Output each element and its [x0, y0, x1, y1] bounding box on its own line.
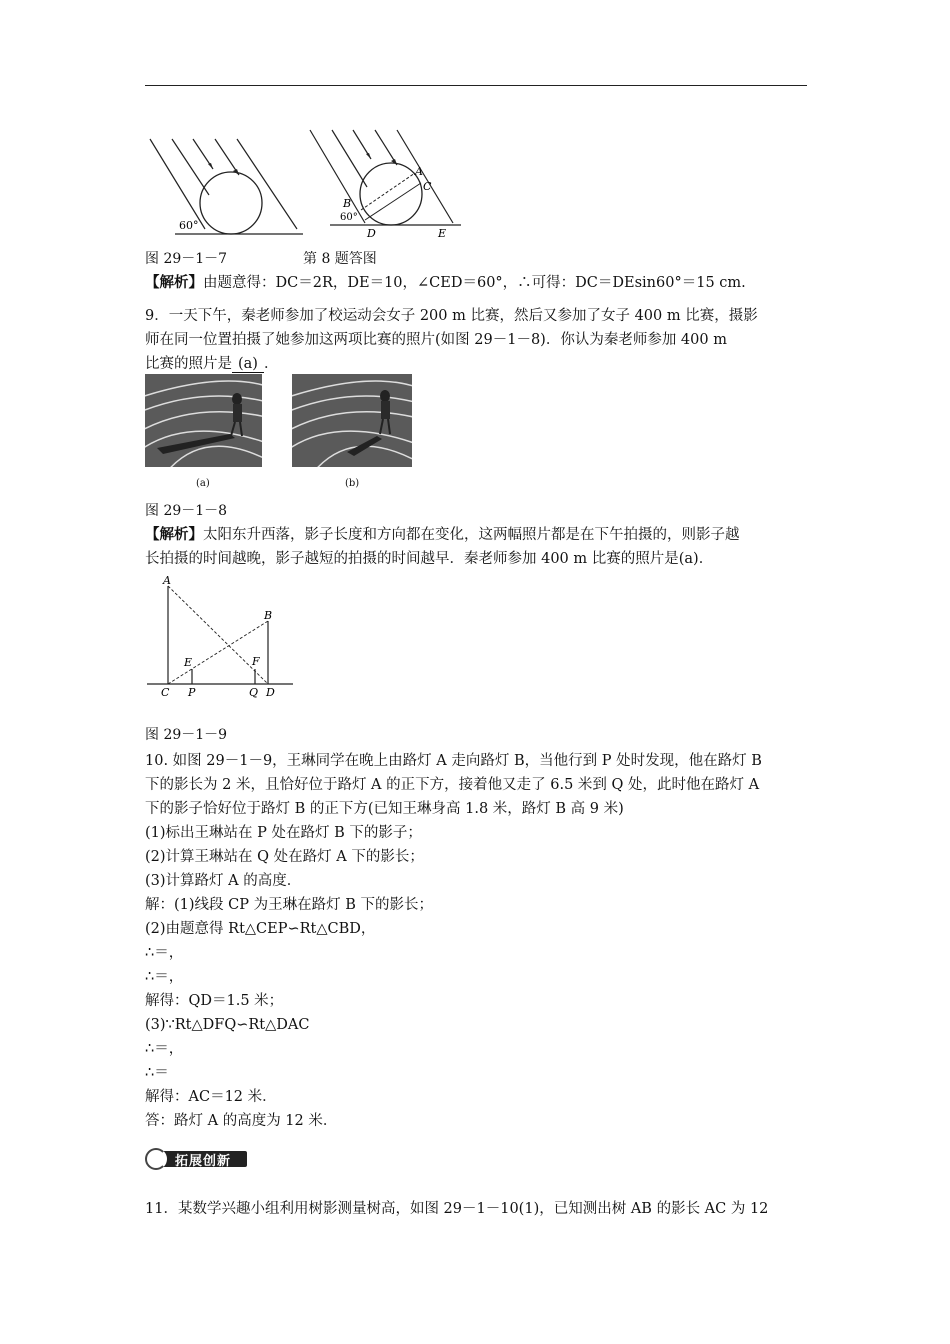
- svg-text:E: E: [438, 227, 447, 240]
- q10-sol9: 解得：AC＝12 米．: [145, 1089, 277, 1105]
- svg-text:B: B: [343, 197, 352, 210]
- q10-sol1: 解：(1)线段 CP 为王琳在路灯 B 下的影长；: [145, 897, 433, 913]
- q10-sub1: (1)标出王琳站在 P 处在路灯 B 下的影子；: [145, 825, 422, 841]
- photo-a-label: (a): [196, 478, 210, 489]
- q10-sol10: 答：路灯 A 的高度为 12 米．: [145, 1113, 338, 1129]
- q10-sol4: ∴＝，: [145, 969, 184, 985]
- svg-text:C: C: [161, 686, 170, 699]
- figure-q8-answer: [305, 125, 465, 240]
- q10-sub3: (3)计算路灯 A 的高度．: [145, 873, 302, 889]
- q10-sub2: (2)计算王琳站在 Q 处在路灯 A 下的影长；: [145, 849, 424, 865]
- q10-sol6: (3)∵Rt△DFQ∽Rt△DAC: [145, 1017, 310, 1033]
- q10-sol2: (2)由题意得 Rt△CEP∽Rt△CBD，: [145, 921, 376, 937]
- fig7-caption: 图 29－1－7: [145, 251, 228, 267]
- svg-text:A: A: [163, 574, 171, 587]
- svg-text:E: E: [184, 656, 193, 669]
- q9-answer: (a): [232, 356, 264, 373]
- svg-text:F: F: [252, 655, 260, 668]
- fig298-caption: 图 29－1－8: [145, 503, 228, 519]
- banner-label: 拓展创新: [175, 1154, 232, 1169]
- section-banner: [145, 1148, 247, 1170]
- q9-line2: 师在同一位置拍摄了她参加这两项比赛的照片(如图 29－1－8)．你认为秦老师参加 400 m: [145, 332, 727, 348]
- q9-line1: 9．一天下午，秦老师参加了校运动会女子 200 m 比赛，然后又参加了女子 400 m 比赛，摄影: [145, 308, 758, 324]
- q10-line3: 下的影子恰好位于路灯 B 的正下方(已知王琳身高 1.8 米，路灯 B 高 9 米): [145, 801, 624, 817]
- q10-sol8: ∴＝: [145, 1065, 169, 1081]
- q8-analysis: 【解析】由题意得：DC＝2R，DE＝10，∠CED＝60°，∴可得：DC＝DEsin60°＝15 cm.: [145, 274, 746, 291]
- q9-analysis-line1: 【解析】太阳东升西落，影子长度和方向都在变化，这两幅照片都是在下午拍摄的，则影子越: [145, 526, 740, 543]
- q9-line3: 比赛的照片是 (a) ．: [145, 356, 279, 372]
- q10-sol7: ∴＝，: [145, 1041, 184, 1057]
- photo-b-label: (b): [345, 478, 360, 489]
- q9-analysis-line2: 长拍摄的时间越晚，影子越短的拍摄的时间越早．秦老师参加 400 m 比赛的照片是(a)．: [145, 551, 714, 567]
- svg-text:C: C: [423, 180, 432, 193]
- q10-line1: 10. 如图 29－1－9，王琳同学在晚上由路灯 A 走向路灯 B，当他行到 P 处时发现，他在路灯 B: [145, 753, 762, 769]
- svg-text:D: D: [367, 227, 376, 240]
- photo-b: [292, 374, 412, 467]
- figure-29-1-7: [145, 125, 305, 237]
- svg-text:Q: Q: [249, 686, 259, 699]
- svg-text:A: A: [415, 165, 423, 178]
- photo-a: [145, 374, 262, 467]
- c-logo-icon: [145, 1148, 167, 1170]
- header-rule: [145, 85, 807, 86]
- fig8-answer-caption: 第 8 题答图: [303, 251, 377, 267]
- fig299-caption: 图 29－1－9: [145, 727, 228, 743]
- svg-text:D: D: [266, 686, 275, 699]
- q10-sol3: ∴＝，: [145, 945, 184, 961]
- svg-text:B: B: [264, 609, 273, 622]
- svg-text:60°: 60°: [340, 212, 358, 223]
- q10-sol5: 解得：QD＝1.5 米；: [145, 993, 284, 1009]
- q11-line1: 11．某数学兴趣小组利用树影测量树高，如图 29－1－10(1)，已知测出树 AB 的影长 AC 为 12: [145, 1201, 769, 1217]
- q10-line2: 下的影长为 2 米，且恰好位于路灯 A 的正下方，接着他又走了 6.5 米到 Q 处，此时他在路灯 A: [145, 777, 760, 793]
- angle-label: 60°: [179, 219, 199, 232]
- svg-text:P: P: [188, 686, 196, 699]
- figure-29-1-9: [145, 572, 295, 700]
